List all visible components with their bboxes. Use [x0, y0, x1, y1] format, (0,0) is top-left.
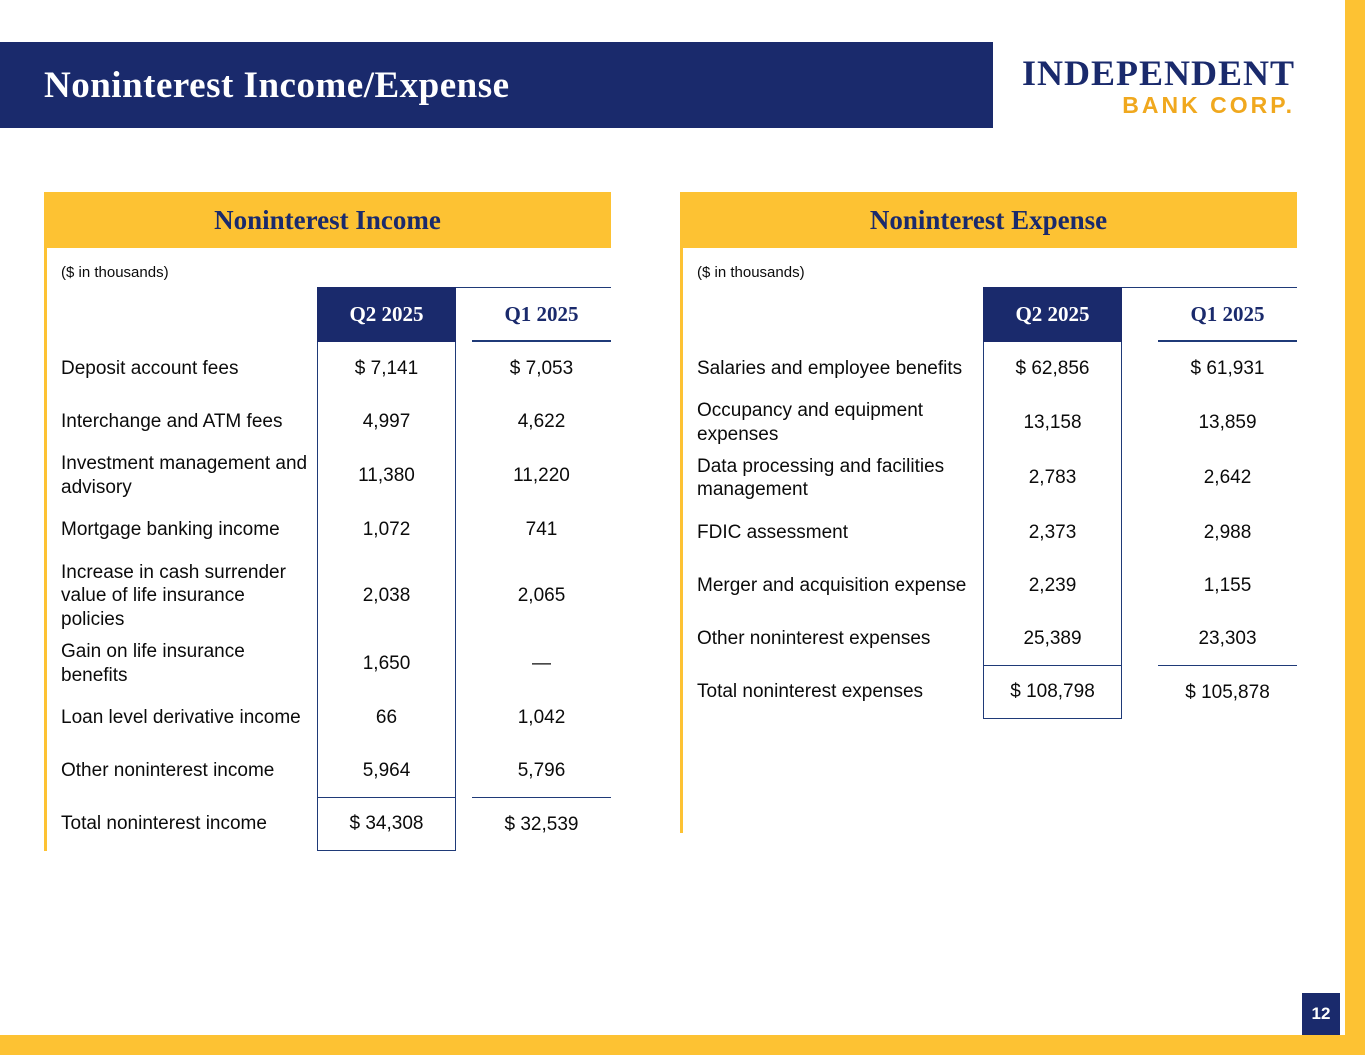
- table-row: [683, 342, 1297, 395]
- q2-value: $ 7,141: [317, 342, 456, 395]
- column-header-q1: Q1 2025: [1158, 287, 1297, 342]
- q2-value: 2,373: [983, 506, 1122, 559]
- table-row: [47, 395, 611, 448]
- income-table-body: [44, 248, 611, 851]
- q1-value: 1,042: [517, 706, 566, 728]
- q2-total-value: $ 108,798: [983, 665, 1122, 719]
- logo-wordmark: INDEPENDENT: [1021, 53, 1295, 93]
- q2-value: 4,997: [317, 395, 456, 448]
- expense-table-body: [680, 248, 1297, 833]
- q2-value: 2,239: [983, 559, 1122, 612]
- table-row: [683, 612, 1297, 665]
- q2-value: 5,964: [317, 744, 456, 797]
- bottom-gold-stripe: [0, 1035, 1345, 1055]
- income-table-banner: [44, 192, 611, 248]
- column-header-q2: Q2 2025: [983, 287, 1122, 342]
- q1-value: 13,859: [1198, 411, 1257, 433]
- column-header-q2: Q2 2025: [317, 287, 456, 342]
- table-total-row: [47, 797, 611, 851]
- table-row: [683, 559, 1297, 612]
- row-label: Increase in cash surrender value of life insurance policies: [61, 561, 286, 630]
- income-table-title: Noninterest Income: [214, 204, 441, 235]
- q1-value: 2,065: [517, 585, 566, 607]
- table-row: [47, 342, 611, 395]
- page-title: Noninterest Income/Expense: [44, 64, 510, 106]
- q2-value: 2,783: [983, 451, 1122, 507]
- q2-value: 11,380: [317, 448, 456, 504]
- header-spacer: [683, 287, 983, 342]
- q1-value: 1,155: [1203, 574, 1252, 596]
- q1-value: $ 61,931: [1190, 357, 1265, 379]
- q2-value: 66: [317, 691, 456, 744]
- q1-value: —: [532, 652, 551, 674]
- header-spacer: [47, 287, 317, 342]
- expense-table-banner: [680, 192, 1297, 248]
- right-gold-stripe: [1345, 0, 1365, 1055]
- q2-value: 2,038: [317, 557, 456, 636]
- table-row: [47, 557, 611, 636]
- row-label: Salaries and employee benefits: [697, 357, 963, 379]
- row-label: Other noninterest expenses: [697, 627, 931, 649]
- q1-value: 2,988: [1203, 521, 1252, 543]
- expense-table-title: Noninterest Expense: [869, 204, 1108, 235]
- units-note: ($ in thousands): [697, 264, 805, 281]
- logo-subtitle: BANK CORP.: [1122, 91, 1295, 118]
- table-header-row: [47, 287, 611, 342]
- table-row: [47, 691, 611, 744]
- page-number-badge: 12: [1302, 993, 1340, 1035]
- table-header-row: [683, 287, 1297, 342]
- q2-value: 1,650: [317, 636, 456, 692]
- q1-value: $ 7,053: [509, 357, 574, 379]
- row-label: Investment management and advisory: [61, 453, 308, 498]
- row-label: Merger and acquisition expense: [697, 574, 967, 596]
- company-logo: [1022, 55, 1295, 117]
- table-row: [683, 395, 1297, 451]
- row-label: FDIC assessment: [697, 521, 848, 543]
- q2-value: 1,072: [317, 504, 456, 557]
- table-row: [683, 506, 1297, 559]
- q1-value: 5,796: [517, 759, 566, 781]
- table-row: [47, 504, 611, 557]
- row-label: Data processing and facilities management: [697, 455, 945, 501]
- q2-value: 25,389: [983, 612, 1122, 665]
- row-label: Deposit account fees: [61, 357, 239, 379]
- q1-total-value: $ 105,878: [1158, 665, 1297, 719]
- noninterest-income-table: [44, 192, 611, 851]
- title-bar: [0, 42, 993, 128]
- row-label: Other noninterest income: [61, 759, 275, 781]
- q1-value: 23,303: [1198, 627, 1257, 649]
- units-note: ($ in thousands): [61, 264, 169, 281]
- total-label: Total noninterest expenses: [697, 681, 924, 703]
- column-header-q1: Q1 2025: [472, 287, 611, 342]
- row-label: Mortgage banking income: [61, 519, 280, 541]
- q1-value: 2,642: [1203, 467, 1252, 489]
- table-row: [683, 451, 1297, 507]
- table-row: [47, 744, 611, 797]
- table-row: [47, 448, 611, 504]
- q1-value: 741: [525, 519, 558, 540]
- row-label: Occupancy and equipment expenses: [697, 400, 924, 445]
- row-label: Loan level derivative income: [61, 706, 301, 728]
- q2-value: 13,158: [983, 395, 1122, 451]
- column-gap: [456, 287, 472, 342]
- q1-value: 4,622: [517, 410, 566, 432]
- q2-total-value: $ 34,308: [317, 797, 456, 851]
- table-row: [47, 636, 611, 692]
- total-label: Total noninterest income: [61, 813, 267, 835]
- noninterest-expense-table: [680, 192, 1297, 833]
- row-label: Interchange and ATM fees: [61, 410, 283, 432]
- q1-total-value: $ 32,539: [472, 797, 611, 851]
- row-label: Gain on life insurance benefits: [61, 640, 245, 686]
- q2-value: $ 62,856: [983, 342, 1122, 395]
- q1-value: 11,220: [513, 464, 570, 486]
- table-total-row: [683, 665, 1297, 719]
- column-gap: [1122, 287, 1158, 342]
